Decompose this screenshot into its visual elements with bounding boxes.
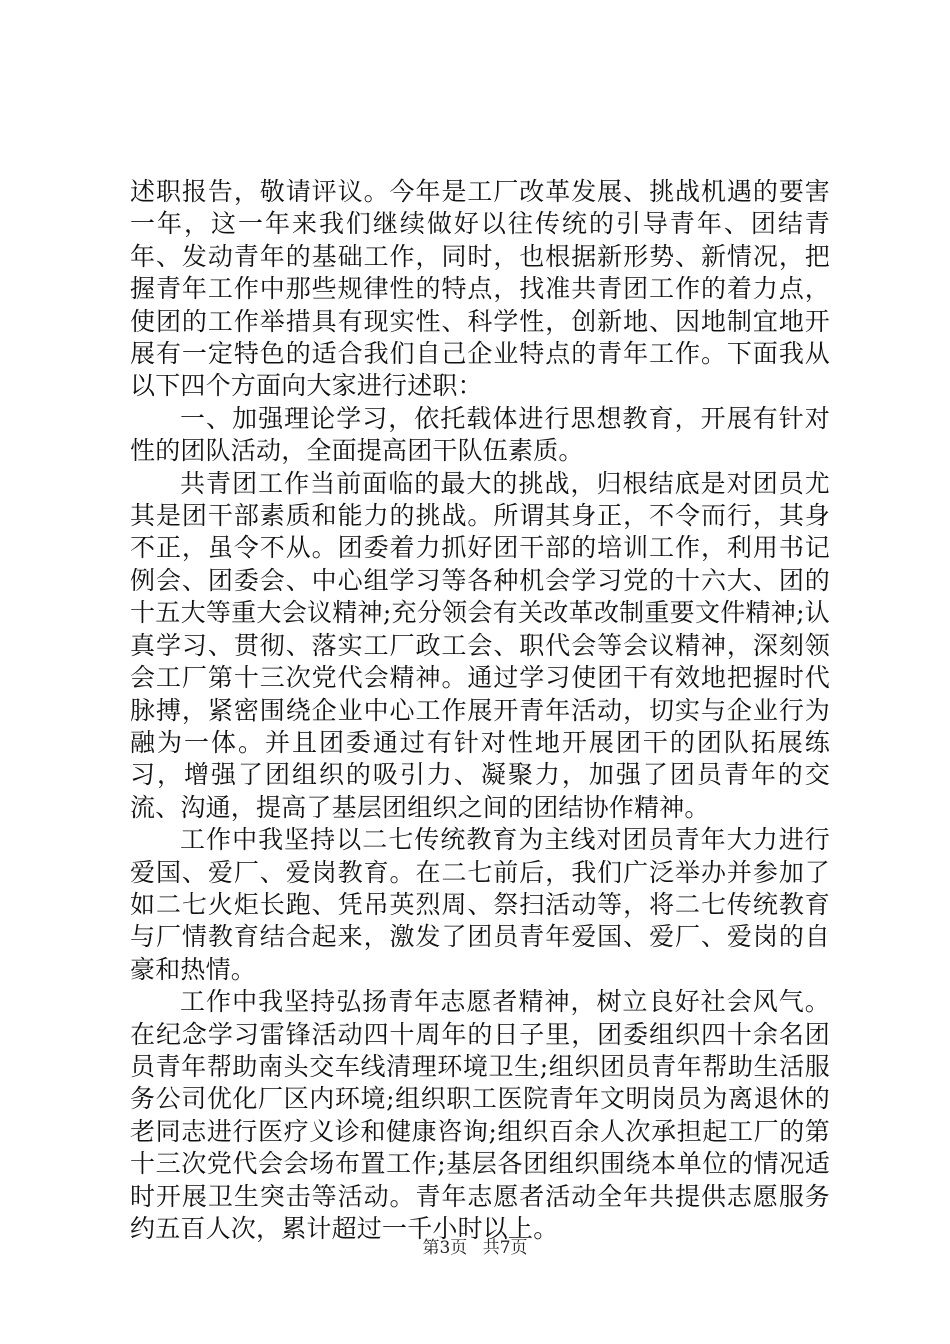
paragraph-1: 述职报告，敬请评议。今年是工厂改革发展、挑战机遇的要害一年，这一年来我们继续做好以往传统的引导青年、团结青年、发动青年的基础工作，同时，也根据新形势、新情况，把握青年工作中那些规律性的特点，找准共青团工作的着力点，使团的工作举措具有现实性、科学性，创新地、因地制宜地开展有一定特色的适合我们自己企业特点的青年工作。下面我从以下四个方面向大家进行述职： [130,177,830,401]
page-number: 第3页 [422,1238,468,1258]
page-total: 共7页 [482,1238,528,1258]
paragraph-3: 共青团工作当前面临的最大的挑战，归根结底是对团员尤其是团干部素质和能力的挑战。所谓其身正，不令而行，其身不正，虽令不从。团委着力抓好团干部的培训工作，利用书记例会、团委会、中心组学习等各种机会学习党的十六大、团的十五大等重大会议精神;充分领会有关改革改制重要文件精神;认真学习、贯彻、落实工厂政工会、职代会等会议精神，深刻领会工厂第十三次党代会精神。通过学习使团干有效地把握时代脉搏，紧密围绕企业中心工作展开青年活动，切实与企业行为融为一体。并且团委通过有针对性地开展团干的团队拓展练习，增强了团组织的吸引力、凝聚力，加强了团员青年的交流、沟通，提高了基层团组织之间的团结协作精神。 [130,468,830,822]
page-footer [0,1237,950,1259]
paragraph-5: 工作中我坚持弘扬青年志愿者精神，树立良好社会风气。在纪念学习雷锋活动四十周年的日子里，团委组织四十余名团员青年帮助南头交车线清理环境卫生;组织团员青年帮助生活服务公司优化厂区内环境;组织职工医院青年文明岗员为离退休的老同志进行医疗义诊和健康咨询;组织百余人次承担起工厂的第十三次党代会会场布置工作;基层各团组织围绕本单位的情况适时开展卫生突击等活动。青年志愿者活动全年共提供志愿服务约五百人次，累计超过一千小时以上。 [130,987,830,1243]
document-body [130,176,830,1245]
paragraph-4: 工作中我坚持以二七传统教育为主线对团员青年大力进行爱国、爱厂、爱岗教育。在二七前后，我们广泛举办并参加了如二七火炬长跑、凭吊英烈周、祭扫活动等，将二七传统教育与厂情教育结合起来，激发了团员青年爱国、爱厂、爱岗的自豪和热情。 [130,825,830,984]
section-heading-1: 一、加强理论学习，依托载体进行思想教育，开展有针对性的团队活动，全面提高团干队伍素质。 [130,403,830,466]
